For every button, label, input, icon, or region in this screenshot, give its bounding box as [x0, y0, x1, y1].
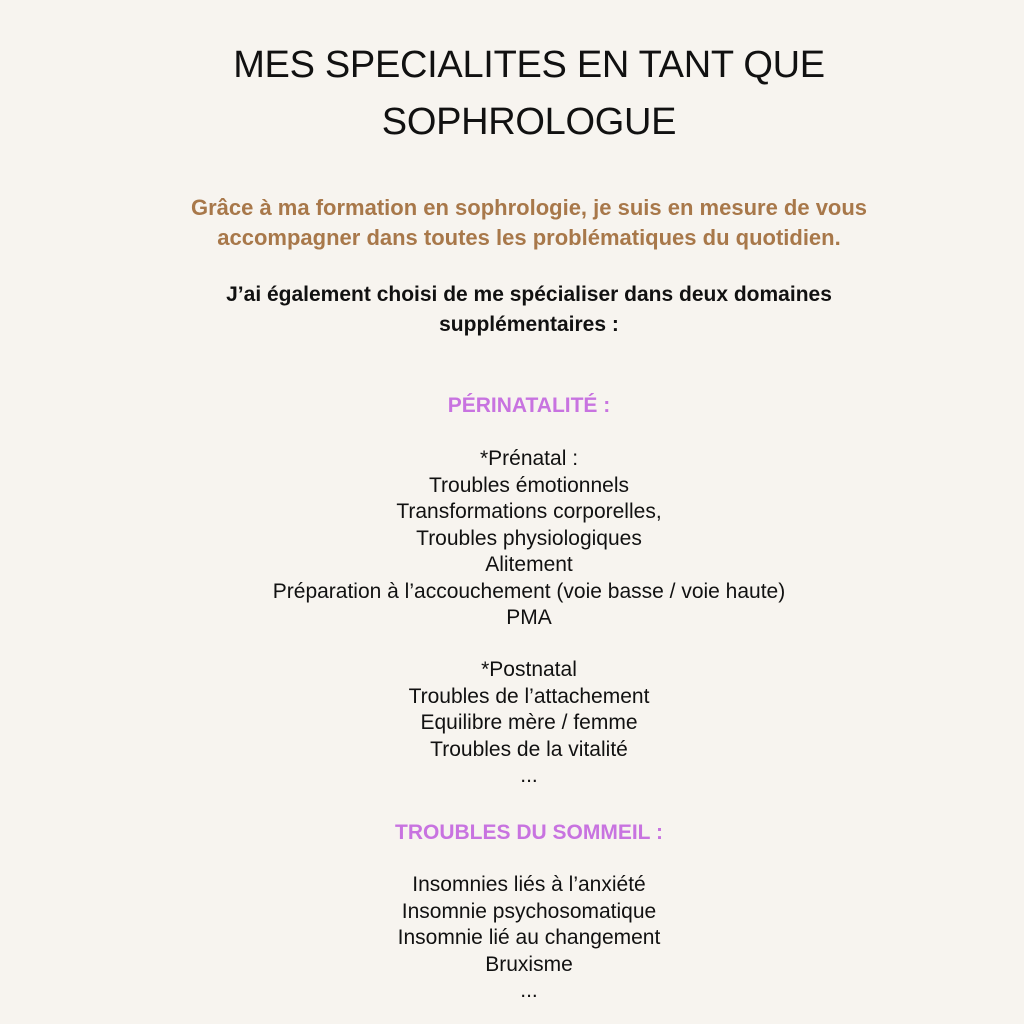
- list-item: Insomnie psychosomatique: [401, 899, 657, 923]
- postnatal-list: [0, 657, 1024, 790]
- list-item: Insomnie lié au changement: [397, 926, 661, 949]
- specialization-text-line-1: J’ai également choisi de me spécialiser dans deux domaines: [226, 283, 832, 306]
- page-title-line-2: SOPHROLOGUE: [381, 101, 677, 143]
- list-item: Insomnies liés à l’anxiété: [412, 873, 646, 896]
- list-item: ...: [520, 764, 538, 787]
- list-item: ...: [520, 979, 538, 1002]
- list-item: Alitement: [485, 553, 573, 576]
- list-item: Troubles émotionnels: [429, 473, 629, 497]
- section-heading-sommeil: TROUBLES DU SOMMEIL :: [395, 821, 663, 844]
- list-item: PMA: [506, 606, 552, 629]
- list-item: Troubles de la vitalité: [430, 737, 628, 761]
- list-item: Equilibre mère / femme: [420, 711, 638, 734]
- list-item: Bruxisme: [485, 952, 573, 976]
- list-item: Transformations corporelles,: [396, 500, 662, 523]
- intro-text-line-2: accompagner dans toutes les problématiques du quotidien.: [217, 225, 841, 250]
- list-item: Troubles physiologiques: [416, 526, 642, 550]
- section-heading-perinatalite: PÉRINATALITÉ :: [447, 394, 611, 417]
- list-item: *Postnatal: [481, 658, 577, 681]
- prenatal-list: [0, 446, 1024, 632]
- list-item: Préparation à l’accouchement (voie basse / voie haute): [272, 579, 786, 603]
- list-item: Troubles de l’attachement: [408, 684, 650, 708]
- list-item: *Prénatal :: [479, 447, 579, 470]
- intro-text-line-1: Grâce à ma formation en sophrologie, je suis en mesure de vous: [190, 195, 868, 220]
- sleep-list: [0, 872, 1024, 1005]
- specialization-text-line-2: supplémentaires :: [439, 313, 619, 336]
- page-title-line-1: MES SPECIALITES EN TANT QUE: [233, 44, 825, 86]
